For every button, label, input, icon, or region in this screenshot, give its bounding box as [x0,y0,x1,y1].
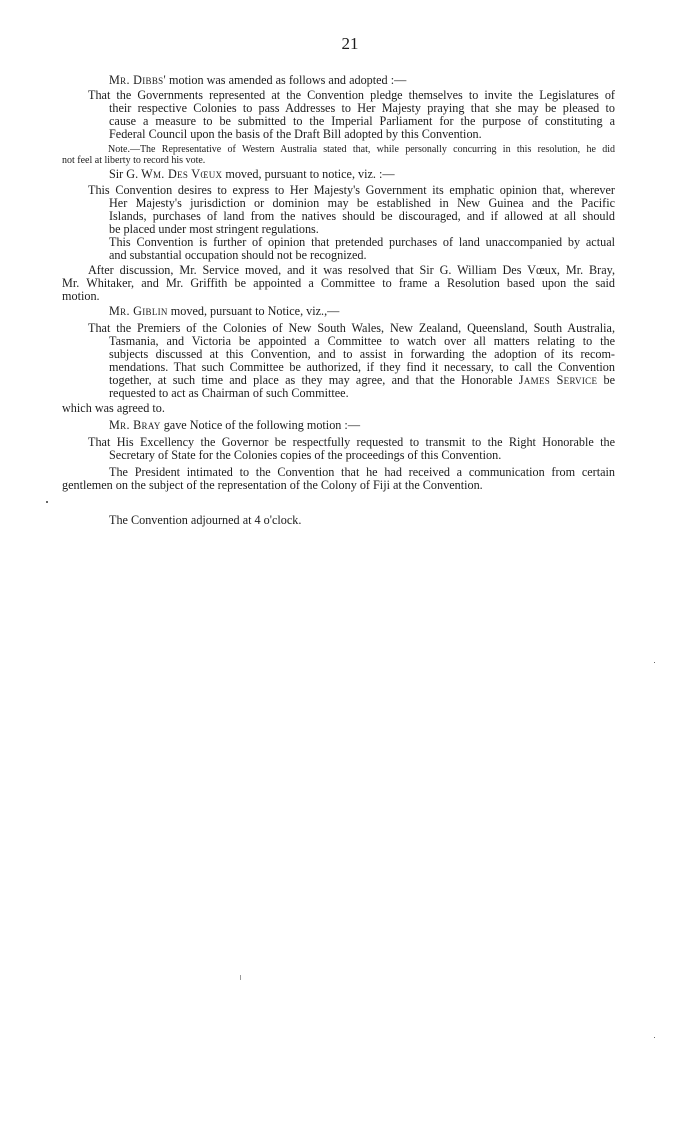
resolution-line: Islands, purchases of land from the natives should be discouraged, and if allowed at all should [109,209,615,223]
paragraph-line: which was agreed to. [62,401,165,415]
scan-speck [46,501,48,503]
intro-text: motion was amended as follows and adopted :— [165,73,407,87]
desvoeux-motion-intro [109,168,395,181]
resolution-line: That the Governments represented at the Convention pledge themselves to invite the Legislatures of [88,88,615,102]
paragraph-line: After discussion, Mr. Service moved, and it was resolved that Sir G. William Des Vœux, Mr. Bray, [88,263,615,277]
resolution-line: requested to act as Chairman of such Committee. [109,386,349,400]
paragraph-line: gentlemen on the subject of the representation of the Colony of Fiji at the Convention. [62,478,483,492]
intro-text: moved, pursuant to Notice, viz.,— [167,304,340,318]
scan-speck [240,975,241,980]
paragraph-line: The President intimated to the Convention that he had received a communication from certain [109,465,615,479]
adjournment-line: The Convention adjourned at 4 o'clock. [109,513,302,527]
resolution-line: and substantial occupation should not be recognized. [109,248,367,262]
member-name: Mr. Giblin [109,304,168,318]
intro-text: moved, pursuant to notice, viz. :— [222,167,395,181]
dibbs-motion-intro [109,74,406,87]
member-name: Mr. Bray [109,418,161,432]
paragraph-line: Mr. Whitaker, and Mr. Griffith be appointed a Committee to frame a Resolution based upon the said [62,276,615,290]
note-line: not feel at liberty to record his vote. [62,155,206,166]
resolution-line: subjects discussed at this Convention, and to assist in forwarding the adoption of its recom- [109,347,615,361]
resolution-line: Her Majesty's jurisdiction or dominion may be established in New Guinea and the Pacific [109,196,615,210]
resolution-line: cause a measure to be submitted to the Imperial Parliament for the purpose of constituting a [109,114,615,128]
page-number: 21 [341,34,359,53]
resolution-line: Tasmania, and Victoria be appointed a Committee to watch over all matters relating to the [109,334,615,348]
resolution-line: mendations. That such Committee be authorized, if they find it necessary, to call the Convention [109,360,615,374]
bray-motion-intro [109,419,360,432]
scan-speck [654,1037,655,1038]
resolution-line: This Convention desires to express to Her Majesty's Government its emphatic opinion that, wherever [88,183,615,197]
member-name: Mr. Dibbs' [109,73,166,87]
resolution-line: This Convention is further of opinion that pretended purchases of land unaccompanied by actual [109,235,615,249]
resolution-line: Secretary of State for the Colonies copies of the proceedings of this Convention. [109,448,502,462]
line-text: be [597,373,615,387]
resolution-line: That the Premiers of the Colonies of New South Wales, New Zealand, Queensland, South Australia, [88,321,615,335]
member-name: Wm. Des Vœux [141,167,223,181]
name-prefix: Sir G. [109,167,142,181]
member-name: James Service [518,373,598,387]
scan-speck [654,662,655,663]
line-text: together, at such time and place as they may agree, and that the Honorable [109,373,519,387]
note-line: Note.—The Representative of Western Australia stated that, while personally concurring in this resolution, he did [108,144,615,155]
resolution-line: Federal Council upon the basis of the Draft Bill adopted by this Convention. [109,127,482,141]
giblin-motion-intro [109,305,339,318]
paragraph-line: motion. [62,289,100,303]
resolution-line: be placed under most stringent regulations. [109,222,319,236]
resolution-line: their respective Colonies to pass Addresses to Her Majesty praying that she may be pleased to [109,101,615,115]
resolution-line: That His Excellency the Governor be respectfully requested to transmit to the Right Honorable the [88,435,615,449]
intro-text: gave Notice of the following motion :— [160,418,361,432]
